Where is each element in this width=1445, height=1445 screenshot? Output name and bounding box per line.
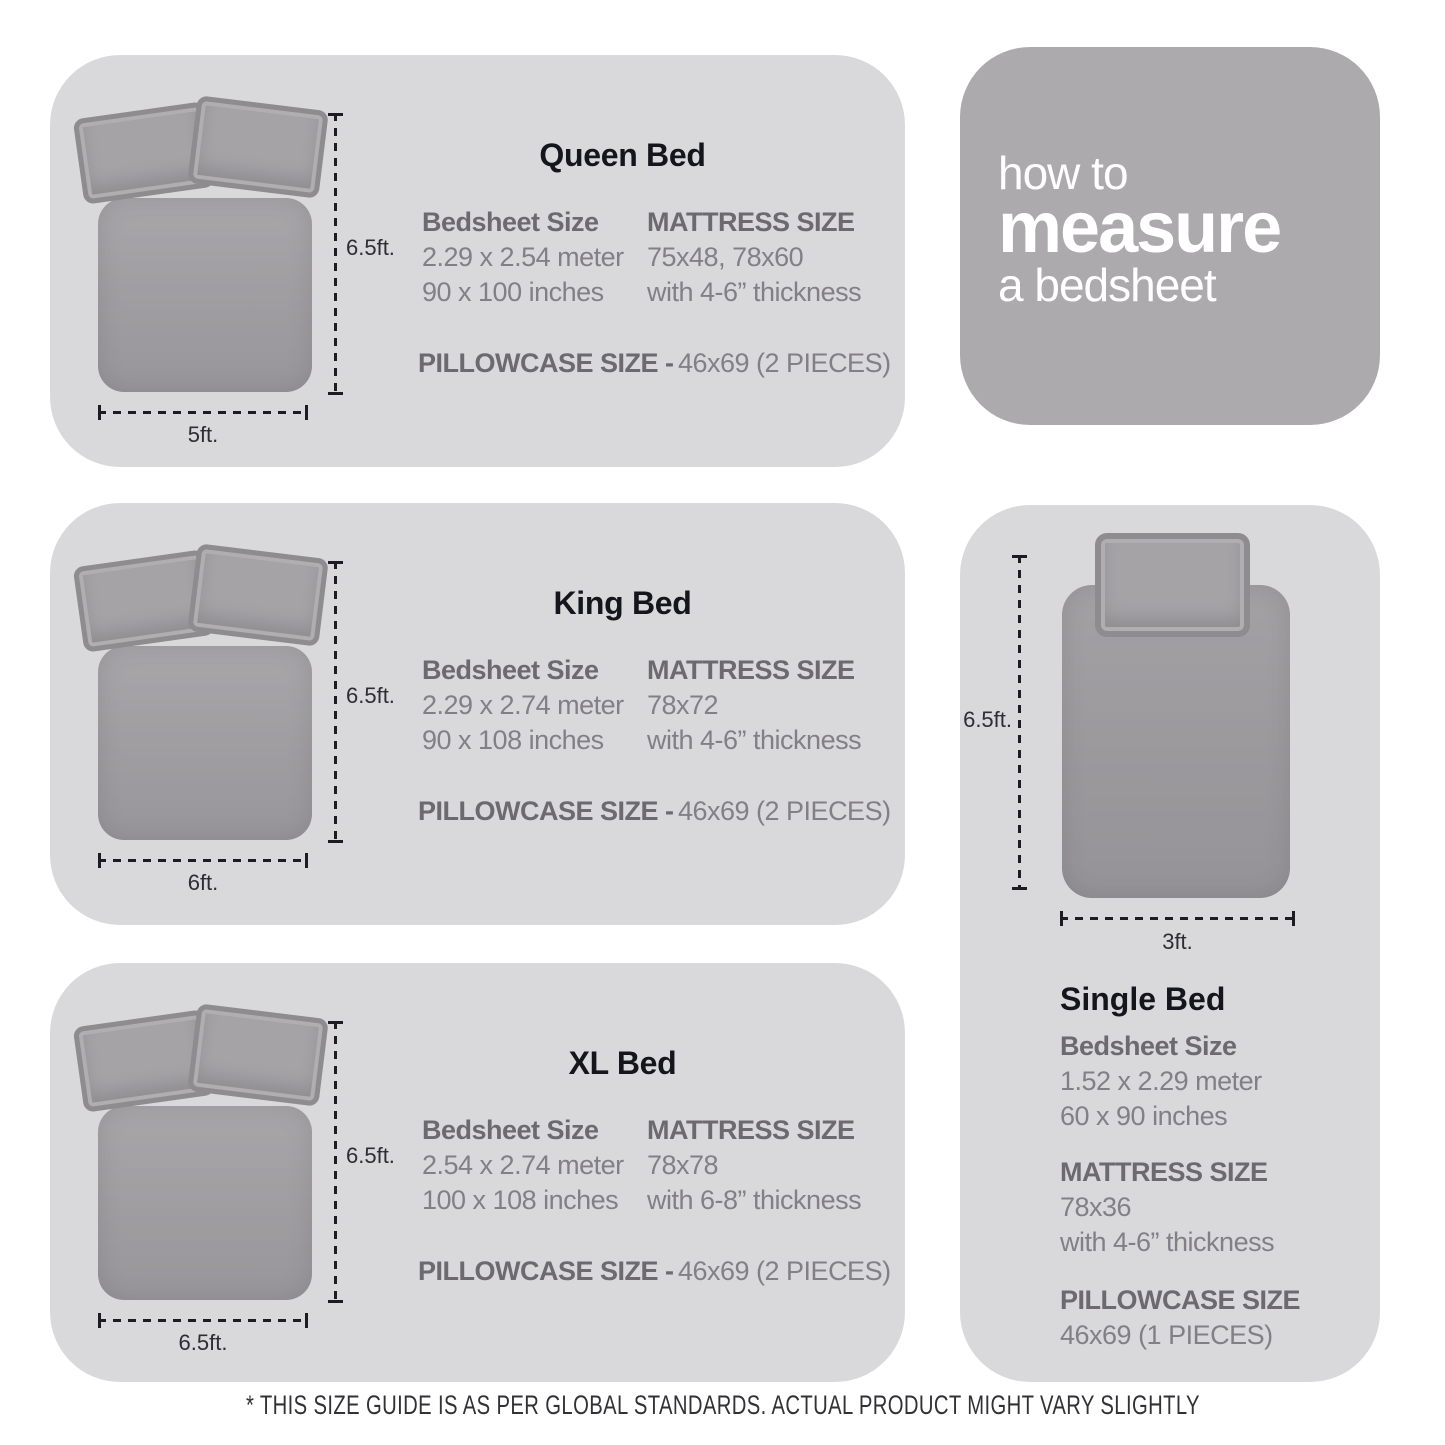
card-title: Queen Bed — [539, 137, 706, 173]
height-dimension-line — [1018, 555, 1021, 890]
how-to-measure-card — [960, 47, 1380, 425]
bedsheet-size-meter: 2.29 x 2.54 meter — [422, 242, 624, 272]
pillowcase-size-group — [1060, 1283, 1300, 1353]
width-dimension-line — [98, 411, 308, 414]
bedsheet-size-inches: 60 x 90 inches — [1060, 1101, 1228, 1131]
mattress-size-column — [647, 205, 861, 310]
pillowcase-size-value: 46x69 (2 PIECES) — [677, 1256, 891, 1286]
card-title: Single Bed — [1060, 981, 1226, 1017]
card-title: XL Bed — [568, 1045, 677, 1081]
pillowcase-size-line — [418, 1254, 891, 1293]
right-pillow-graphic — [187, 95, 329, 198]
heading-line-2: measure — [998, 188, 1281, 268]
bedsheet-size-column — [422, 205, 647, 310]
bedsheet-size-label: Bedsheet Size — [1060, 1031, 1237, 1061]
width-dimension-label: 5ft. — [187, 422, 219, 447]
pillowcase-size-label: PILLOWCASE SIZE - — [418, 796, 674, 826]
bedsheet-size-label: Bedsheet Size — [422, 655, 599, 685]
mattress-size-label: MATTRESS SIZE — [1060, 1157, 1268, 1187]
bedsheet-size-meter: 2.29 x 2.74 meter — [422, 690, 624, 720]
pillowcase-size-line — [418, 346, 891, 385]
pillowcase-size-value: 46x69 (2 PIECES) — [677, 348, 891, 378]
width-dimension-label: 6.5ft. — [178, 1330, 228, 1355]
mattress-thickness: with 6-8” thickness — [647, 1185, 862, 1215]
king-bed-card — [50, 503, 905, 925]
pillowcase-size-label: PILLOWCASE SIZE - — [418, 1256, 674, 1286]
single-bed-card — [960, 505, 1380, 1382]
bedsheet-size-inches: 100 x 108 inches — [422, 1185, 619, 1215]
width-dimension-label: 3ft. — [1162, 929, 1193, 954]
mattress-thickness: with 4-6” thickness — [1060, 1227, 1275, 1257]
mattress-size-column — [647, 1113, 861, 1218]
pillowcase-size-label: PILLOWCASE SIZE — [1060, 1285, 1301, 1315]
card-title: King Bed — [553, 585, 692, 621]
bedsheet-size-inches: 90 x 108 inches — [422, 725, 604, 755]
bedsheet-size-label: Bedsheet Size — [422, 207, 599, 237]
mattress-size-value: 78x72 — [647, 690, 719, 720]
mattress-size-value: 78x36 — [1060, 1192, 1132, 1222]
size-columns — [422, 653, 861, 758]
height-dimension-label: 6.5ft. — [346, 235, 395, 260]
mattress-size-label: MATTRESS SIZE — [647, 1115, 855, 1145]
how-to-measure-heading — [998, 147, 1280, 313]
double-bed-illustration — [70, 95, 370, 405]
height-dimension-label: 6.5ft. — [963, 707, 1012, 732]
bedsheet-size-column — [422, 653, 647, 758]
mattress-size-value: 78x78 — [647, 1150, 719, 1180]
mattress-size-label: MATTRESS SIZE — [647, 655, 855, 685]
double-bed-illustration — [70, 543, 370, 853]
right-pillow-graphic — [187, 1003, 329, 1106]
width-dimension-label: 6ft. — [187, 870, 219, 895]
pillowcase-size-value: 46x69 (1 PIECES) — [1060, 1320, 1273, 1350]
bedsheet-size-meter: 1.52 x 2.29 meter — [1060, 1066, 1262, 1096]
pillowcase-size-value: 46x69 (2 PIECES) — [677, 796, 891, 826]
disclaimer-footer — [0, 1390, 1445, 1421]
mattress-graphic — [98, 646, 312, 840]
height-dimension-line — [334, 561, 337, 843]
bedsheet-size-inches: 90 x 100 inches — [422, 277, 604, 307]
pillow-graphic — [1095, 533, 1250, 637]
disclaimer-text: * THIS SIZE GUIDE IS AS PER GLOBAL STANDARDS. ACTUAL PRODUCT MIGHT VARY SLIGHTLY — [245, 1390, 1200, 1420]
xl-bed-card — [50, 963, 905, 1382]
width-dimension-line — [98, 1319, 308, 1322]
mattress-graphic — [98, 198, 312, 392]
size-columns — [422, 1113, 861, 1218]
width-dimension-line — [98, 859, 308, 862]
mattress-thickness: with 4-6” thickness — [647, 725, 862, 755]
pillowcase-size-label: PILLOWCASE SIZE - — [418, 348, 674, 378]
heading-line-3: a bedsheet — [998, 259, 1216, 311]
height-dimension-line — [334, 113, 337, 395]
heading-line-1: how to — [998, 147, 1128, 199]
height-dimension-line — [334, 1021, 337, 1303]
size-columns — [422, 205, 861, 310]
bedsheet-size-label: Bedsheet Size — [422, 1115, 599, 1145]
bedsheet-size-column — [422, 1113, 647, 1218]
mattress-thickness: with 4-6” thickness — [647, 277, 862, 307]
height-dimension-label: 6.5ft. — [346, 683, 395, 708]
mattress-size-group — [1060, 1155, 1274, 1260]
mattress-graphic — [98, 1106, 312, 1300]
right-pillow-graphic — [187, 543, 329, 646]
bedsheet-size-group — [1060, 1029, 1262, 1134]
double-bed-illustration — [70, 1003, 370, 1313]
mattress-size-label: MATTRESS SIZE — [647, 207, 855, 237]
height-dimension-label: 6.5ft. — [346, 1143, 395, 1168]
pillowcase-size-line — [418, 794, 891, 833]
width-dimension-line — [1060, 917, 1295, 920]
bedsheet-size-meter: 2.54 x 2.74 meter — [422, 1150, 624, 1180]
queen-bed-card — [50, 55, 905, 467]
mattress-size-value: 75x48, 78x60 — [647, 242, 804, 272]
mattress-size-column — [647, 653, 861, 758]
